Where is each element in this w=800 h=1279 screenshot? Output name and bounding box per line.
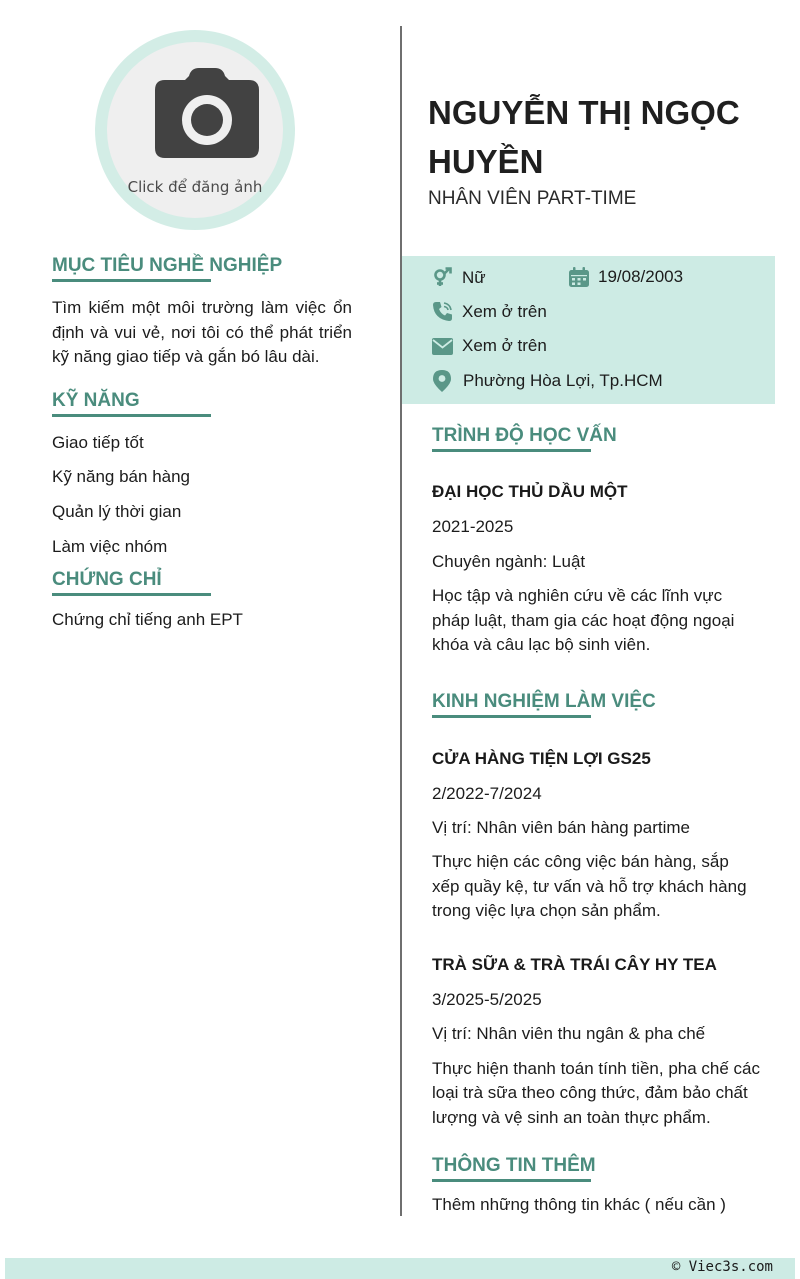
job-period: 3/2025-5/2025 (432, 989, 542, 1009)
certs-list (52, 610, 352, 645)
objective-text: Tìm kiếm một môi trường làm việc ổn định và vui vẻ, nơi tôi có thể phát triển kỹ năng giao tiếp và gắn bó lâu dài. (52, 298, 352, 366)
certs-heading: CHỨNG CHỈ (52, 569, 162, 596)
job-entry (432, 749, 762, 924)
list-item: Quản lý thời gian (52, 501, 182, 521)
phone-row (432, 301, 547, 322)
list-item: Giao tiếp tốt (52, 432, 144, 452)
contact-panel (402, 256, 775, 404)
skills-heading: KỸ NĂNG (52, 390, 140, 417)
location-icon (433, 370, 451, 392)
photo-upload[interactable] (95, 30, 295, 230)
job-position: Vị trí: Nhân viên thu ngân & pha chế (432, 1024, 706, 1043)
footer-copyright: © Viec3s.com (671, 1259, 773, 1275)
birthday-row (569, 267, 683, 287)
photo-placeholder[interactable] (107, 42, 283, 218)
skills-list (52, 433, 352, 572)
email-icon (432, 338, 453, 355)
gender-icon (432, 267, 453, 288)
job-position: Vị trí: Nhân viên bán hàng partime (432, 817, 690, 837)
column-divider (400, 26, 402, 1216)
email-row (432, 336, 547, 356)
education-period: 2021-2025 (432, 517, 514, 536)
phone-value: Xem ở trên (462, 301, 547, 321)
extra-heading: THÔNG TIN THÊM (432, 1155, 596, 1182)
list-item: Kỹ năng bán hàng (52, 467, 191, 487)
calendar-icon (569, 267, 589, 287)
camera-icon (153, 66, 261, 160)
gender-row (432, 267, 486, 288)
job-entry (432, 955, 762, 1131)
extra-text: Thêm những thông tin khác ( nếu cần ) (432, 1195, 726, 1214)
job-description: Thực hiện các công việc bán hàng, sắp xếp quầy kệ, tư vấn và hỗ trợ khách hàng trong việc lựa chọn sản phẩm. (432, 852, 747, 920)
left-column (52, 255, 352, 645)
address-row (433, 370, 663, 392)
job-company: TRÀ SỮA & TRÀ TRÁI CÂY HY TEA (432, 954, 717, 974)
phone-icon (432, 301, 453, 322)
objective-heading: MỤC TIÊU NGHỀ NGHIỆP (52, 255, 282, 282)
education-section (432, 425, 762, 658)
education-major: Chuyên ngành: Luật (432, 551, 586, 571)
email-value: Xem ở trên (462, 336, 547, 355)
photo-caption: Click để đăng ảnh (127, 178, 263, 196)
experience-section (432, 691, 762, 1130)
address-value: Phường Hòa Lợi, Tp.HCM (463, 371, 663, 390)
job-period: 2/2022-7/2024 (432, 784, 542, 803)
job-title: NHÂN VIÊN PART-TIME (428, 188, 637, 209)
experience-heading: KINH NGHIỆM LÀM VIỆC (432, 691, 656, 718)
birthday-value: 19/08/2003 (598, 267, 684, 286)
footer-bar (5, 1258, 795, 1279)
education-heading: TRÌNH ĐỘ HỌC VẤN (432, 425, 617, 452)
list-item: Chứng chỉ tiếng anh EPT (52, 610, 243, 630)
education-description: Học tập và nghiên cứu về các lĩnh vực pháp luật, tham gia các hoạt động ngoại khóa và câu lạc bộ sinh viên. (432, 586, 735, 654)
job-description: Thực hiện thanh toán tính tiền, pha chế các loại trà sữa theo công thức, đảm bảo chất lượng và vệ sinh an toàn thực phẩm. (432, 1058, 760, 1127)
gender-value: Nữ (462, 267, 486, 287)
school-name: ĐẠI HỌC THỦ DẦU MỘT (432, 482, 628, 501)
candidate-name: NGUYỄN THỊ NGỌC HUYỀN (428, 94, 740, 180)
job-company: CỬA HÀNG TIỆN LỢI GS25 (432, 749, 651, 768)
extra-section (432, 1155, 762, 1218)
list-item: Làm việc nhóm (52, 536, 168, 556)
